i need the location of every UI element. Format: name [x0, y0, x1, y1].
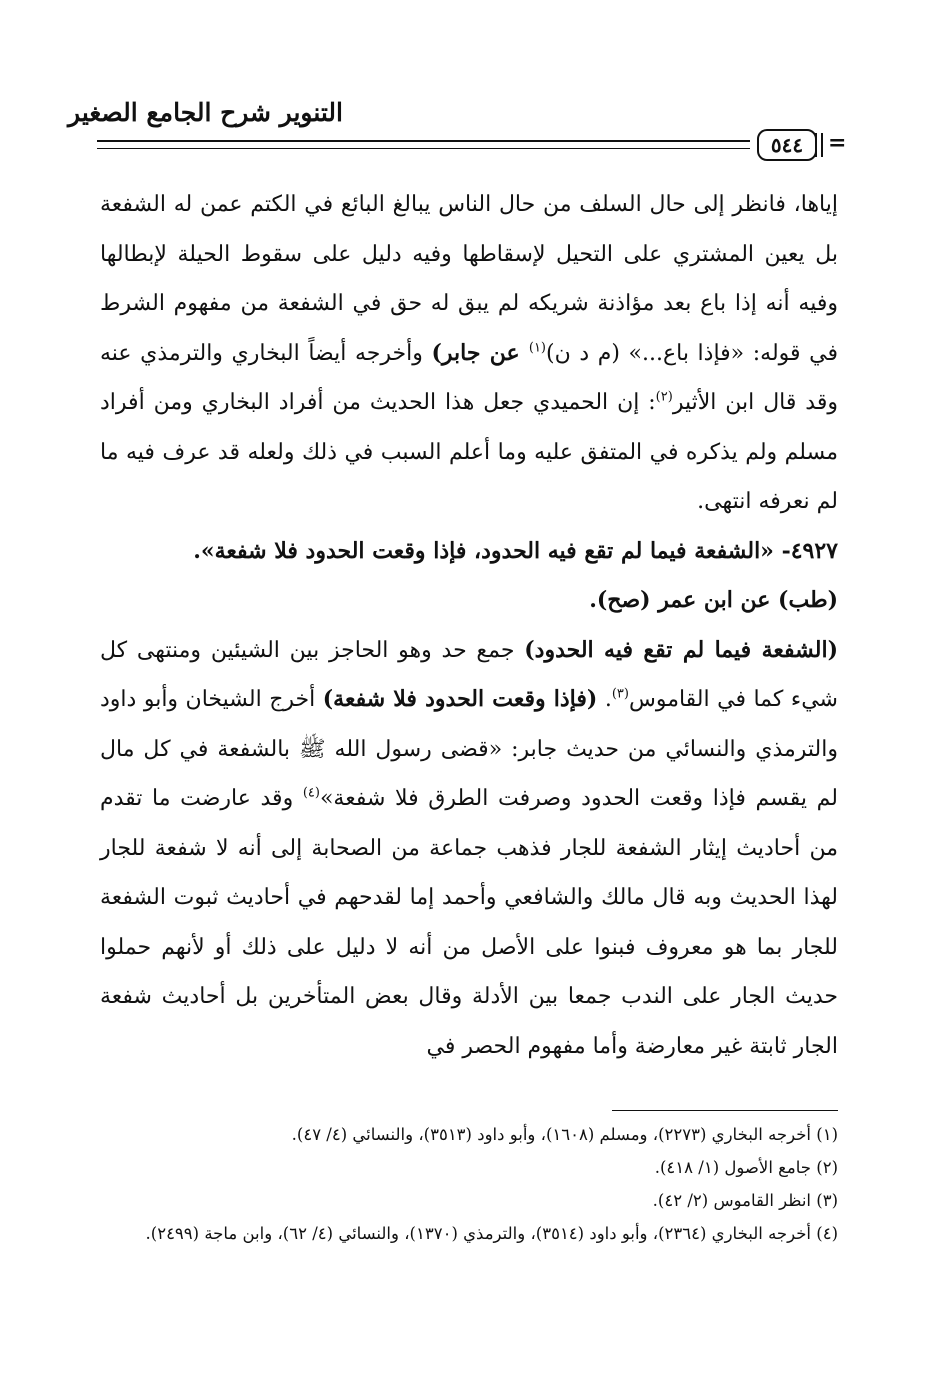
- footnote: (١) أخرجه البخاري (٢٢٧٣)، ومسلم (١٦٠٨)، وأبو داود (٣٥١٣)، والنسائي (٤/ ٤٧).: [291, 1125, 838, 1144]
- footnote-separator: [612, 1110, 838, 1111]
- footnote-ref: (١): [528, 340, 546, 356]
- running-title: التنوير شرح الجامع الصغير: [68, 98, 343, 127]
- bold-run: (الشفعة فيما لم تقع فيه الحدود): [524, 636, 838, 663]
- footnote-ref: (٣): [611, 686, 629, 702]
- text-run: إياها، فانظر إلى حال السلف من حال الناس يبالغ البائع في الكتم عمن له الشفعة بل يعين المشتري على التحيل لإسقاطها وفيه دليل على سقوط الحيلة لإبطالها وفيه أنه إذا باع بعد مؤاذنة شريكه لم يبق له حق في الشفعة من مفهوم الشرط في قوله: «فإذا باع...» (م د ن): [100, 192, 839, 366]
- header-rule-thin: [97, 148, 750, 149]
- text-run: : إن الحميدي جعل هذا الحديث من أفراد البخاري ومن أفراد مسلم ولم يذكره في المتفق عليه وما أعلم السبب في ذلك ولعله قد عرف فيه ما لم نعرفه انتهى.: [100, 390, 838, 514]
- page-number: ٥٤٤: [757, 129, 817, 161]
- footnote-ref: (٤): [302, 785, 320, 801]
- paragraph: [100, 180, 838, 527]
- header-rule-thick: [97, 140, 750, 142]
- bold-run: (فإذا وقعت الحدود فلا شفعة): [322, 686, 598, 712]
- footnote: (٤) أخرجه البخاري (٢٣٦٤)، وأبو داود (٣٥١٤)، والترمذي (١٣٧٠)، والنسائي (٤/ ٦٢)، وابن ماجة (٢٤٩٩).: [145, 1224, 838, 1243]
- text-run: أخرج الشيخان وأبو داود والترمذي والنسائي من حديث جابر: «قضى رسول الله ﷺ بالشفعة في كل مال لم يقسم فإذا وقعت الحدود وصرفت الطرق فلا شفعة»: [100, 687, 838, 811]
- footnotes: [100, 1118, 838, 1250]
- footnote: (٢) جامع الأصول (١/ ٤١٨).: [654, 1158, 838, 1177]
- main-text: [100, 180, 838, 1071]
- text-run: جمع حد وهو الحاجز بين الشيئين ومنتهى كل شيء كما في القاموس: [100, 637, 838, 712]
- text-run: وأخرجه أيضاً البخاري والترمذي عنه وقد قال ابن الأثير: [100, 340, 838, 415]
- text-run: .: [597, 687, 612, 712]
- footnote: (٣) انظر القاموس (٢/ ٤٢).: [652, 1191, 838, 1210]
- footnote-ref: (٢): [655, 389, 673, 405]
- text-run: وقد عارضت ما تقدم من أحاديث إيثار الشفعة للجار فذهب جماعة من الصحابة إلى أنه لا شفعة للجار لهذا الحديث وبه قال مالك والشافعي وأحمد إما لقدحهم في أحاديث ثبوت الشفعة للجار بما هو معروف فبنوا على الأصل من أنه لا دليل على ذلك أو لأنهم حملوا حديث الجار على الندب جمعا بين الأدلة وقال بعض المتأخرين بل أحاديث شفعة الجار ثابتة غير معارضة وأما مفهوم الحصر في: [100, 786, 838, 1059]
- paragraph: [100, 626, 838, 1072]
- bold-run: عن جابر): [431, 339, 529, 366]
- hadith-source: (طب) عن ابن عمر (صح).: [589, 587, 838, 613]
- hadith-text: ٤٩٢٧- «الشفعة فيما لم تقع فيه الحدود، فإذا وقعت الحدود فلا شفعة».: [193, 537, 838, 564]
- header-edge-mark: =: [828, 130, 847, 156]
